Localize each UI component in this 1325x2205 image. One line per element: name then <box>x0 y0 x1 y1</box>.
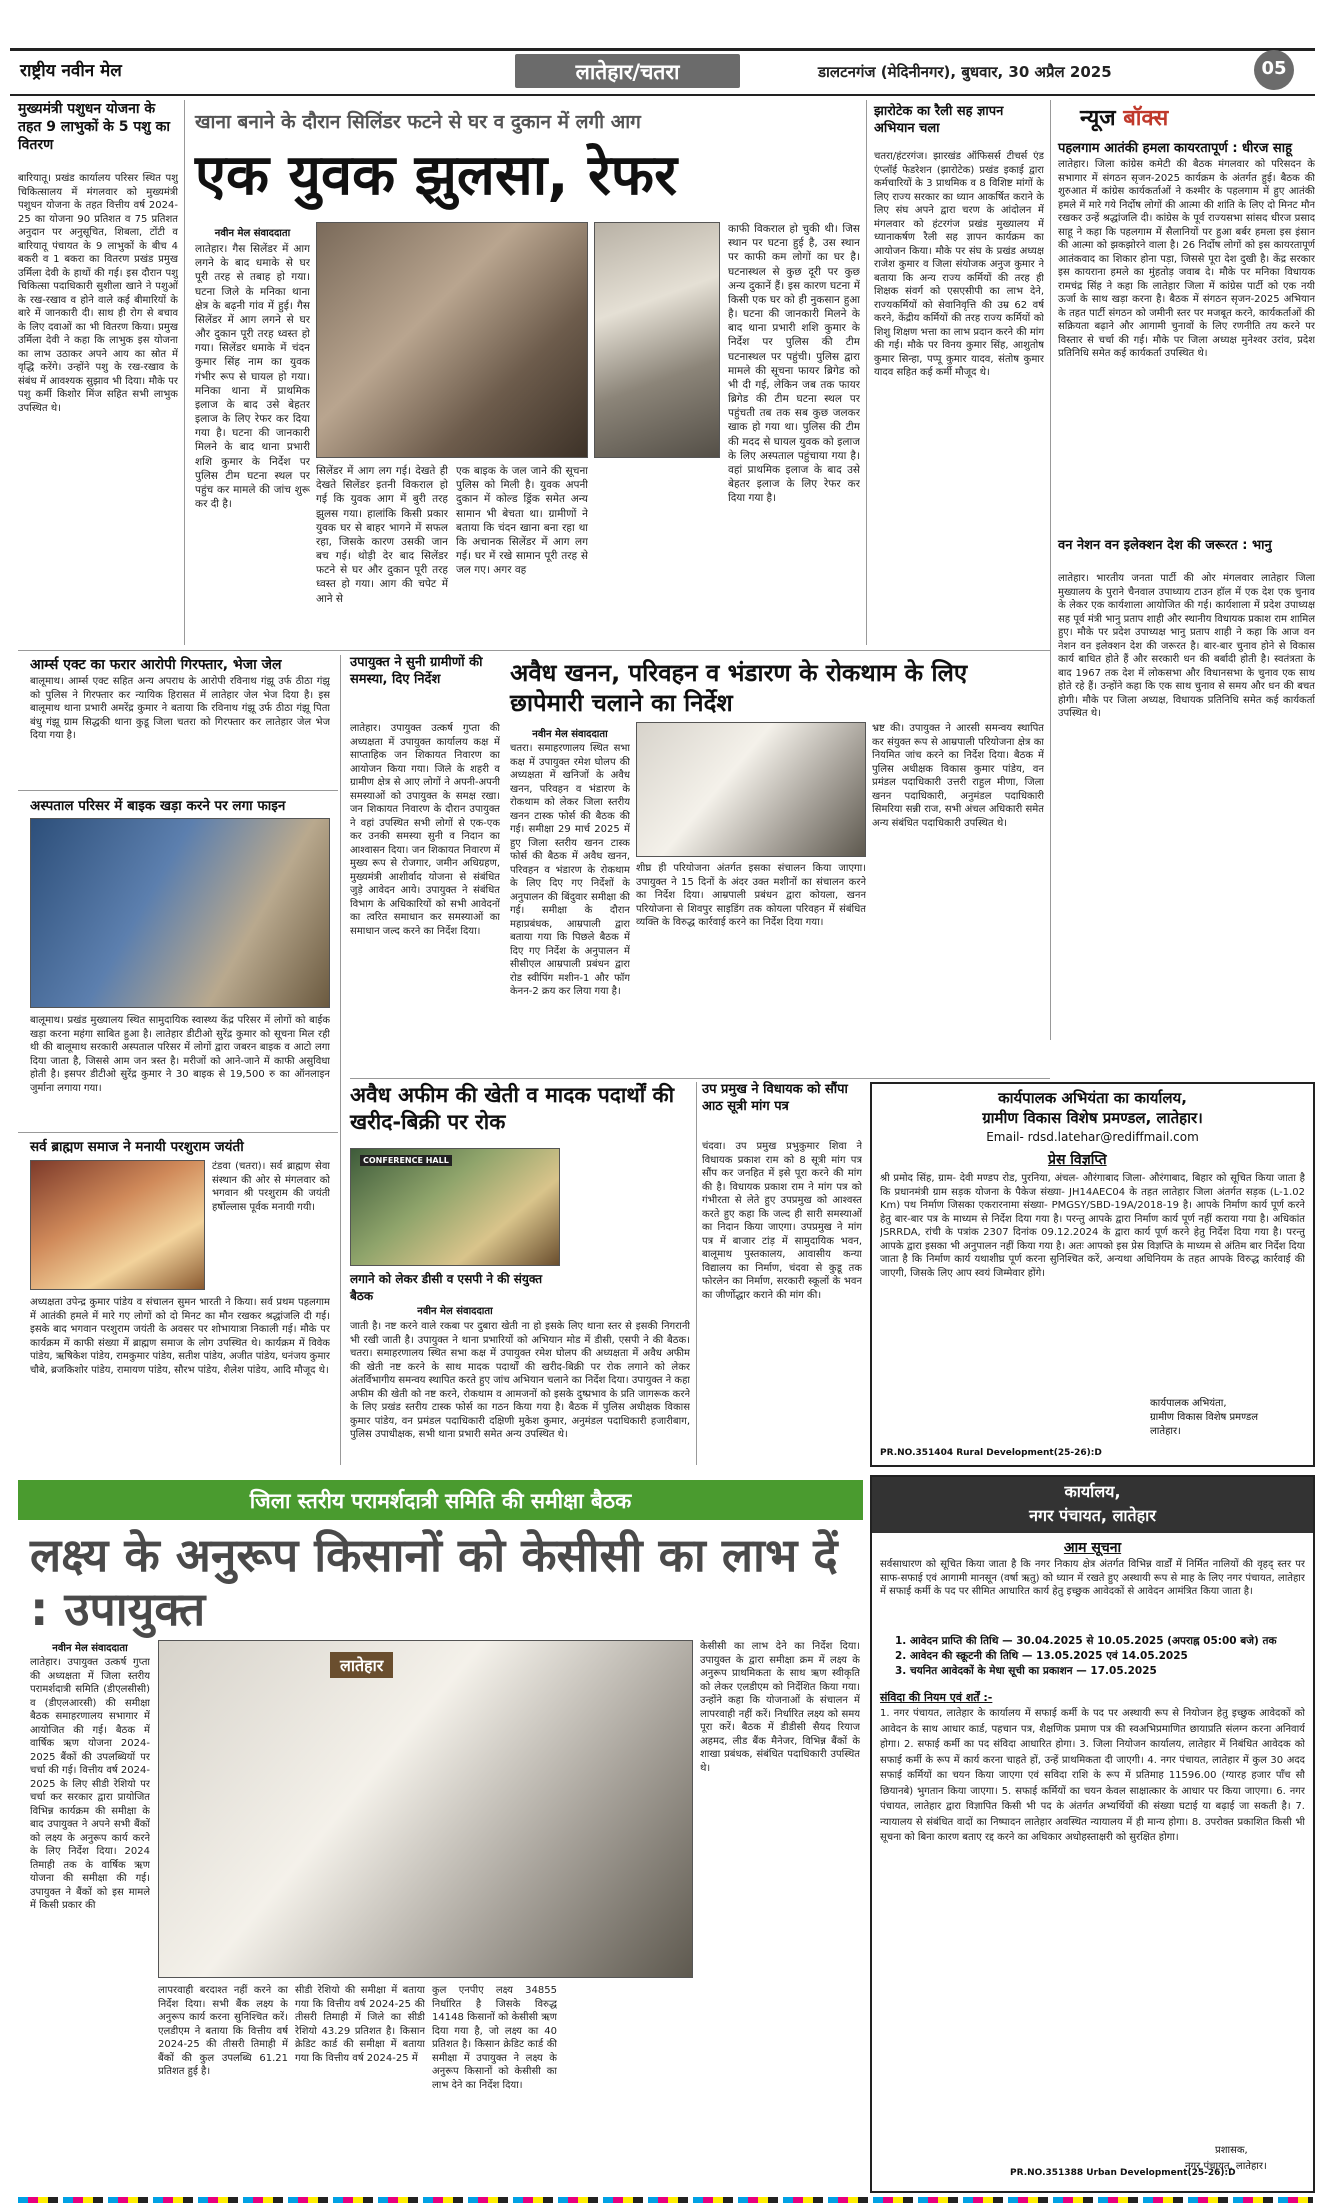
main-col1: लातेहार। गैस सिलेंडर में आग लगने के बाद धमाके से घर पूरी तरह से तबाह हो गया। घटना जिले के मनिका थाना क्षेत्र के बढ़नी गांव में हुई। गैस सिलेंडर में आग लगने से घर और दुकान पूरी तरह ध्वस्त हो गया। सिलेंडर धमाके में चंदन कुमार सिंह नाम का युवक गंभीर रूप से घायल हो गया। मनिका थाना में प्राथमिक इलाज के बाद उसे बेहतर इलाज के लिए रेफर कर दिया गया है। घटना की जानकारी मिलने के बाद थाना प्रभारी शशि कुमार के निर्देश पर पुलिस टीम घटना स्थल पर पहुंच कर मामले की जांच शुरू कर दी है। <box>195 243 310 511</box>
fish-story-headline: मुख्यमंत्री पशुधन योजना के तहत 9 लाभुकों के 5 पशु का वितरण <box>18 101 171 154</box>
main-col4-top <box>594 464 720 642</box>
notice2-title: आम सूचना <box>1063 1540 1122 1556</box>
brahmin-intro: टंडवा (चतरा)। सर्व ब्राह्मण सेवा संस्थान की ओर से मंगलवार को भगवान श्री परशुराम की जयंती हर्षोल्लास पूर्वक मनायी गयी। <box>212 1161 330 1213</box>
notice1-sign1: कार्यपालक अभियंता, <box>1150 1398 1227 1409</box>
hospital-headline: अस्पताल परिसर में बाइक खड़ा करने पर लगा फाइन <box>30 798 286 814</box>
notice2-dept: कार्यालय, <box>1064 1482 1121 1501</box>
notice2-list <box>895 1634 1305 1680</box>
news-box-title-1: न्यूज <box>1080 106 1116 131</box>
debris-photo <box>594 222 720 458</box>
arms-headline: आर्म्स एक्ट का फरार आरोपी गिरफ्तार, भेजा जेल <box>30 657 282 673</box>
notice1-sign2: ग्रामीण विकास विशेष प्रमण्डल <box>1150 1412 1259 1423</box>
news-box-item2-body: लातेहार। भारतीय जनता पार्टी की ओर मंगलवार लातेहार जिला मुख्यालय के पुराने चैनवाल उपाध्याय टाउन हॉल में एक देश एक चुनाव के लेकर एक कार्यशाला आयोजित की गई। कार्यशाला में प्रदेश उपाध्यक्ष सह पूर्व मंत्री भानु प्रताप शाही और स्थानीय विधायक प्रकाश राम शामिल हुए। मौके पर प्रदेश उपाध्यक्ष भानु प्रताप शाही ने कहा कि आज वन नेशन वन इलेक्शन देश की जरूरत है। बार-बार चुनाव होने से विकास कार्य बाधित होते हैं और सरकारी धन की बर्बादी होती है। स्वतंत्रता के बाद 1967 तक देश में लोकसभा और विधानसभा के चुनाव एक साथ होते रहे हैं। उन्होंने कहा कि एक साथ चुनाव से समय और धन की बचत होगी। मौके पर जिला अध्यक्ष, विधायक प्रतिनिधि समेत कई कार्यकर्ता उपस्थित थे। <box>1058 573 1315 719</box>
notice2-dept2: नगर पंचायत, लातेहार <box>1029 1506 1156 1525</box>
mining-body: चतरा। समाहरणालय स्थित सभा कक्ष में उपायुक्त रमेश घोलप की अध्यक्षता में खनिजों के अवैध खनन, परिवहन व भंडारण के रोकथाम को लेकर जिला स्तरीय खनन टास्क फोर्स की बैठक की गई। समीक्षा 29 मार्च 2025 में हुए जिला स्तरीय खनन टास्क फोर्स की बैठक में अवैध खनन, परिवहन व भंडारण के रोकथाम के लिए दिए गए निर्देशों के अनुपालन की बिंदुवार समीक्षा की गई। समीक्षा के दौरान महाप्रबंधक, आम्रपाली द्वारा बताया गया कि पिछले बैठक में दिए गए निर्देश के अनुपालन में सीसीएल आम्रपाली प्रबंधन द्वारा रोड स्वीपिंग मशीन-1 और फॉग केनन-2 क्रय कर लिया गया है। <box>510 743 630 997</box>
divider <box>340 655 341 1465</box>
main-kicker: खाना बनाने के दौरान सिलिंडर फटने से घर व दुकान में लगी आग <box>195 111 641 133</box>
kcc-body2: लापरवाही बरदाश्त नहीं करने का निर्देश दिया। सभी बैंक लक्ष्य के अनुरूप कार्य करना सुनिश्चित करें। एलडीएम ने बताया कि वित्तीय वर्ष 2024-25 की तीसरी तिमाही में बैंकों की कुल उपलब्धि 61.21 प्रतिशत हुई है। <box>158 1985 288 2077</box>
mining-body2: शीघ्र ही परियोजना अंतर्गत इसका संचालन किया जाएगा। उपायुक्त ने 15 दिनों के अंदर उक्त मशीनों का संचालन करने का निर्देश दिया। आम्रपाली प्रबंधन द्वारा कोयला, खनन परियोजना से शिवपुर साइडिंग तक कोयला परिवहन में संबंधित व्यक्ति के विरुद्ध कार्रवाई करने का निर्देश दिया गया। <box>636 863 866 928</box>
main-col2: सिलेंडर में आग लग गई। देखते ही देखते सिलेंडर इतनी विकराल हो गई कि युवक आग में बुरी तरह झुलस गया। हालांकि किसी प्रकार युवक घर से बाहर भागने में सफल रहा, जिसके कारण उसकी जान बच गई। थोड़ी देर बाद सिलेंडर फटने से घर और दुकान पूरी तरह ध्वस्त हो गया। आग की चपेट में आने से <box>316 465 448 605</box>
divider <box>350 1078 1050 1079</box>
notice1-email: Email- rdsd.latehar@rediffmail.com <box>986 1130 1199 1144</box>
kcc-body: लातेहार। उपायुक्त उत्कर्ष गुप्ता की अध्यक्षता में जिला स्तरीय परामर्शदात्री समिति (डीएलसीसी) व (डीएलआरसी) की समीक्षा बैठक समाहरणालय सभागार में आयोजित की गई। बैठक में वार्षिक ऋण योजना 2024-2025 बैंकों की उपलब्धियों पर चर्चा की गई। वित्तीय वर्ष 2024-2025 के लिए सीडी रेशियो पर चर्चा कर सरकार द्वारा प्रायोजित विभिन्न कार्यक्रम की समीक्षा के बाद उपायुक्त ने अपने सभी बैंकों को लक्ष्य के अनुरूप कार्य करने के लिए निर्देश दिया। 2024 तिमाही तक के वार्षिक ऋण योजना की समीक्षा की गई। उपायुक्त ने बैंकों को इस मामले में किसी प्रकार की <box>30 1657 150 1911</box>
conference-hall-label: CONFERENCE HALL <box>360 1155 452 1166</box>
jharkhand-body: चतरा/हंटरगंज। झारखंड ऑफिसर्स टीचर्स एंड एंप्लॉई फेडरेशन (झारोटेक) प्रखंड इकाई द्वारा कर्मचारियों के 3 प्राथमिक व 8 विशिष्ट मांगों के लिए राज्य सरकार का ध्यान आकर्षित कराने के लिए संघ अपने द्वारा चरण के आंदोलन में मंगलवार को हंटरगंज प्रखंड मुख्यालय में ध्यानाकर्षण रैली सह ज्ञापन कार्यक्रम का आयोजन किया। मौके पर संघ के प्रखंड अध्यक्ष राजेश कुमार व जिला संयोजक अनुज कुमार ने बताया कि अन्य राज्य कर्मियों की तरह ही शिक्षक संवर्ग को एसएसीपी का लाभ देने, राज्यकर्मियों को सेवानिवृत्ति की उम्र 62 वर्ष करने, केंद्रीय कर्मियों की तरह राज्य कर्मियों को शिशु शिक्षण भत्ता का लाभ प्रदान करने की मांग की गई। मौके पर विनय कुमार सिंह, आशुतोष कुमार सिन्हा, पप्पू कुमार यादव, संतोष कुमार यादव सहित कई कर्मी मौजूद थे। <box>874 151 1044 378</box>
notice2-sign2: नगर पंचायत, लातेहार। <box>1185 2161 1267 2172</box>
main-headline: एक युवक झुलसा, रेफर <box>195 143 678 208</box>
kcc-body3: सीडी रेशियो की समीक्षा में बताया गया कि वित्तीय वर्ष 2024-25 की तीसरी तिमाही में जिले का सीडी रेशियो 43.29 प्रतिशत है। किसान क्रेडिट कार्ड की समीक्षा में बताया गया कि वित्तीय वर्ष 2024-25 में <box>295 1985 425 2064</box>
masthead-rule <box>10 94 1315 96</box>
jharkhand-headline: झारोटेक का रैली सह ज्ञापन अभियान चला <box>874 104 1004 136</box>
hospital-body: बालूमाथ। प्रखंड मुख्यालय स्थित सामुदायिक स्वास्थ्य केंद्र परिसर में लोगों को बाईक खड़ा करना महंगा साबित हुआ है। लातेहार डीटीओ सुरेंद्र कुमार को सूचना मिल रही थी की बालूमाथ सरकारी अस्पताल परिसर में लोगों द्वारा जबरन बाइक व आटो लगा दिया जाता है, जिससे आम जन त्रस्त है। मरीजों को आने-जाने में काफी असुविधा होती है। इसपर डीटीओ सुरेंद्र कुमार ने 30 बाइक से 19,500 रु का ऑनलाइन जुर्माना लगाया गया। <box>30 1015 330 1094</box>
kcc-byline: नवीन मेल संवाददाता <box>52 1643 128 1654</box>
mla-body: चंदवा। उप प्रमुख प्रभुकुमार शिवा ने विधायक प्रकाश राम को 8 सूत्री मांग पत्र सौंप कर जनहित में इसे पूरा करने की मांग की है। विधायक प्रकाश राम ने मांग पत्र को गंभीरता से लेते हुए उपप्रमुख को आश्वस्त करते हुए कहा कि जल्द ही सारी समस्याओं का निदान किया जाएगा। उपप्रमुख ने मांग पत्र में बाजार टांड़ में सामुदायिक भवन, बालूमाथ पुस्तकालय, आवासीय कन्या विद्यालय का निर्माण, चंदवा से कुडू तक फोरलेन का निर्माण, सरकारी स्कूलों के भवन का जीर्णोद्धार कराने की मांग की। <box>702 1141 862 1301</box>
notice1-dept2: ग्रामीण विकास विशेष प्रमण्डल, लातेहार। <box>982 1109 1203 1127</box>
divider <box>18 650 1050 651</box>
arms-body: बालूमाथ। आर्म्स एक्ट सहित अन्य अपराध के आरोपी रविनाथ गंझू उर्फ ठीठा गंझू को पुलिस ने गिरफ्तार कर न्यायिक हिरासत में लातेहार जेल भेज दिया है। इस बालूमाथ थाना प्रभारी अमरेंद्र कुमार ने बताया कि रविनाथ गंझू उर्फ ठीठा गंझू पिता बंधु गंझू ग्राम सिद्धकी थाना कुडू जिला चतरा को गिरफ्तार कर लातेहार जेल भेज दिया गया है। <box>30 676 330 741</box>
divider <box>1050 100 1051 1040</box>
mining-byline: नवीन मेल संवाददाता <box>532 729 608 740</box>
notice2-list-item: 1. आवेदन प्राप्ति की तिथि — 30.04.2025 से 10.05.2025 (अपराह्न 05:00 बजे) तक <box>895 1635 1277 1647</box>
divider <box>18 1132 338 1133</box>
opium-body: जाती है। नष्ट करने वाले रकबा पर दुबारा खेती ना हो इसके लिए थाना स्तर से इसकी निगरानी भी रखी जाती है। उपायुक्त ने थाना प्रभारियों को अभियान मोड में डीसी, एसपी ने की बैठक। चतरा। समाहरणालय स्थित सभा कक्ष में उपायुक्त रमेश घोलप की अध्यक्षता में अवैध अफीम की खेती नष्ट करने के साथ मादक पदार्थों की खरीद-बिक्री पर रोक लगाने को लेकर अंतर्विभागीय समन्वय स्थापित करते हुए जांच अभियान चलाने का निर्देश दिया। उपायुक्त ने कहा अफीम की खेती को नष्ट करने, रोकथाम व आमजनों को इसके दुष्प्रभाव के प्रति जागरूक करने के लिए प्रखंड स्तरीय टास्क फोर्स का गठन किया गया है। बैठक में पुलिस अधीक्षक विकास कुमार पांडेय, वन प्रमंडल पदाधिकारी दक्षिणी मुकेश कुमार, अनुमंडल पदाधिकारी हजारीबाग, पुलिस उपाधीक्षक, सभी थाना प्रभारी समेत अन्य उपस्थित थे। <box>350 1321 690 1440</box>
dc-body: लातेहार। उपायुक्त उत्कर्ष गुप्ता की अध्यक्षता में उपायुक्त कार्यालय कक्ष में साप्ताहिक जन शिकायत निवारण का आयोजन किया गया। जिले के शहरी व ग्रामीण क्षेत्र से आए लोगों ने अपनी-अपनी समस्याओं को उपायुक्त के समक्ष रखा। जन शिकायत निवारण के दौरान उपायुक्त ने वहां उपस्थित सभी लोगों से एक-एक कर उनकी समस्या सुनी व निदान का आश्वासन दिया। जन शिकायत निवारण में मुख्य रूप से रोजगार, जमीन अधिग्रहण, मुख्यमंत्री आशीर्वाद योजना से संबंधित जुड़े आवेदन आये। उपायुक्त ने संबंधित विभाग के अधिकारियों को सभी आवेदनों का त्वरित समाधान कर समस्याओं का समाधान जल्द करने का निर्देश दिया। <box>350 723 500 937</box>
notice1-dept: कार्यपालक अभियंता का कार्यालय, <box>998 1089 1187 1107</box>
divider <box>184 100 185 645</box>
kcc-photo <box>158 1640 693 1978</box>
mining-photo <box>636 722 866 857</box>
kcc-photo-label: लातेहार <box>330 1652 393 1678</box>
notice2-intro: सर्वसाधारण को सूचित किया जाता है कि नगर निकाय क्षेत्र अंतर्गत विभिन्न वार्डों में निर्मित नालियों की वृहद् स्तर पर साफ-सफाई एवं आगामी मानसून (वर्षा ऋतु) को ध्यान में रखते हुए अस्थायी रूप से माह के लिए नगर पंचायत, लातेहार में सफाई कर्मी के पद पर सीमित आधारित कार्य हेतु इच्छुक आवेदकों से आवेदन आमंत्रित किया जाता है। <box>880 1559 1305 1597</box>
paper-name: राष्ट्रीय नवीन मेल <box>20 61 122 81</box>
news-box-title <box>1080 102 1168 132</box>
news-box-item2-headline: वन नेशन वन इलेक्शन देश की जरूरत : भानु <box>1058 538 1272 553</box>
divider <box>696 1082 697 1465</box>
notice2-terms: 1. नगर पंचायत, लातेहार के कार्यालय में सफाई कर्मी के पद पर अस्थायी रूप से नियोजन हेतु इच्छुक आवेदकों को आवेदन के साथ आधार कार्ड, पहचान पत्र, शैक्षणिक प्रमाण पत्र की स्वअभिप्रमाणित छायाप्रति संलग्न करना अनिवार्य होगा। 2. सफाई कर्मी का पद संविदा आधारित होगा। 3. जिला नियोजन कार्यालय, लातेहार में निबंधित आवेदक को सफाई कर्मी के रूप में कार्य करना चाहते हों, उन्हें प्राथमिकता दी जाएगी। 4. नगर पंचायत, लातेहार में कुल 30 अदद सफाई कर्मियों का चयन किया जाएगा एवं सविदा राशि के रूप में प्रतिमाह 11596.00 (ग्यारह हजार पाँच सौ छियानबे) भुगतान किया जाएगा। 5. सफाई कर्मियों का चयन केवल साक्षात्कार के आधार पर किया जाएगा। 6. नगर पंचायत, लातेहार द्वारा विज्ञापित किसी भी पद के अंतर्गत अभ्यर्थियों की संख्या घटाई या बढ़ाई जा सकती है। 7. न्यायालय से संबंधित वादों का निष्पादन लातेहार अवस्थित न्यायालय में ही मान्य होगा। 8. उपरोक्त प्रकाशित किसी भी सूचना को बिना कारण बताए रद्द करने का अधिकार अधोहस्ताक्षरी को सुरक्षित होगा। <box>880 1708 1305 1843</box>
section-name: लातेहार/चतरा <box>575 60 680 84</box>
dc-headline: उपायुक्त ने सुनी ग्रामीणों की समस्या, दिए निर्देश <box>350 655 483 687</box>
mla-headline: उप प्रमुख ने विधायक को सौंपा आठ सूत्री मांग पत्र <box>702 1082 848 1114</box>
main-col3: एक बाइक के जल जाने की सूचना पुलिस को मिली है। युवक अपनी दुकान में कोल्ड ड्रिंक समेत अन्य सामान भी बेचता था। ग्रामीणों ने बताया कि चंदन खाना बना रहा था कि अचानक सिलेंडर में आग लग गई। घर में रखे सामान पूरी तरह से जल गए। अगर वह <box>456 465 588 577</box>
notice1-sign3: लातेहार। <box>1150 1426 1181 1437</box>
mining-body3: भ्रष्ट की। उपायुक्त ने आरसी समन्वय स्थापित कर संयुक्त रूप से आम्रपाली परियोजना क्षेत्र का नियमित जांच करने का निर्देश दिया। बैठक में पुलिस अधीक्षक विकास कुमार पांडेय, वन प्रमंडल पदाधिकारी उत्तरी राहुल मीणा, जिला खनन पदाधिकारी, अनुमंडल पदाधिकारी सिमरिया सन्नी राज, सभी अंचल अधिकारी समेत अन्य संबंधित पदाधिकारी उपस्थित थे। <box>872 723 1044 829</box>
masthead <box>10 48 1315 51</box>
notice2-pr: PR.NO.351388 Urban Development(25-26):D <box>1010 2168 1236 2178</box>
mining-headline: अवैध खनन, परिवहन व भंडारण के रोकथाम के लिए छापेमारी चलाने का निर्देश <box>510 659 968 717</box>
brahmin-body: अध्यक्षता उपेन्द्र कुमार पांडेय व संचालन सुमन भारती ने किया। सर्व प्रथम पहलगाम में आतंकी हमले में मारे गए लोगों को दो मिनट का मौन रखकर श्रद्धांजलि दी गई। इसके बाद भगवान परशुराम जयंती के अवसर पर शोभायात्रा निकाली गई। मौके पर कार्यक्रम में काफी संख्या में ब्राह्मण समाज के लोग उपस्थित थे। कार्यक्रम में विवेक पांडेय, ऋषिकेश पांडेय, रामकुमार पांडेय, सतीश पांडेय, अजीत पांडेय, धनंजय कुमार चौबे, ब्रजकिशोर पांडेय, रामायण पांडेय, सौरभ पांडेय, शैलेश पांडेय, आदि मौजूद थे। <box>30 1297 330 1376</box>
news-box-item1-headline: पहलगाम आतंकी हमला कायरतापूर्ण : धीरज साहू <box>1058 141 1292 156</box>
fire-photo <box>316 222 588 458</box>
divider <box>866 100 867 645</box>
brahmin-photo <box>30 1160 205 1290</box>
bikes-photo <box>30 818 330 1008</box>
fish-story-body: बारियातू। प्रखंड कार्यालय परिसर स्थित पशु चिकित्सालय में मंगलवार को मुख्यमंत्री पशुधन योजना के तहत वित्तीय वर्ष 2024-25 का योजना 90 प्रतिशत व 75 प्रतिशत अनुदान पर अनुसूचित, शिबला, टोंटी व बारियातू पंचायत के 9 लाभुकों के बीच 4 बकरी व 1 बकरा का वितरण प्रखंड प्रमुख उर्मिला देवी के हाथों की गई। इस दौरान पशु चिकित्सा पदाधिकारी सुशीला खाने ने पशुओं के रख-रखाव व होने वाले कई बीमारियों के बारे में जानकारी दी। साथ ही रोग से बचाव के लिए दवाओं का भी वितरण किया। प्रमुख उर्मिला देवी ने कहा कि लाभुक इस योजना का लाभ उठाकर अपने आय का स्रोत में वृद्धि करेंगे। उन्होंने पशु के रख-रखाव के संबंध में आवश्यक सुझाव भी दिया। मौके पर पशु कर्मी किशोर मिंज सहित सभी लाभुक उपस्थित थे। <box>18 173 178 414</box>
notice1-pr: PR.NO.351404 Rural Development(25-26):D <box>880 1448 1102 1458</box>
notice2-sign: प्रशासक, <box>1215 2145 1248 2156</box>
opium-body-cont <box>566 1148 690 1318</box>
notice2-list-item: 3. चयनित आवेदकों के मेधा सूची का प्रकाशन — 17.05.2025 <box>895 1665 1157 1678</box>
notice2-terms-title: संविदा की नियम एवं शर्तें :- <box>880 1691 993 1704</box>
news-box-item1-body: लातेहार। जिला कांग्रेस कमेटी की बैठक मंगलवार को परिसदन के सभागार में संगठन सृजन-2025 कार्यक्रम के अंतर्गत हुई। बैठक की शुरुआत में कांग्रेस कार्यकर्ताओं ने कश्मीर के पहलगाम में हुए आतंकी हमले में मारे गये निर्दोष लोगों की आत्मा की शांति के लिए दो मिनट मौन रखकर उन्हें श्रद्धांजलि दी। कांग्रेस के पूर्व राज्यसभा सांसद धीरज प्रसाद साहू ने कहा कि पहलगाम में सैलानियों पर हुआ बर्बर हमला इस इंसान की आत्मा को झकझोरने वाला है। 26 निर्दोष लोगों को इस कायरतापूर्ण आतंकवाद का शिकार होना पड़ा, जिससे पूरा देश दुखी है। केंद्र सरकार इस कायराना हमले का मुंहतोड़ जवाब दे। मौके पर मनिका विधायक रामचंद्र सिंह ने कहा कि लातेहार जिला में कांग्रेस पार्टी को एक नयी ऊर्जा के साथ खड़ा करना है। बैठक में संगठन सृजन-2025 अभियान के तहत पार्टी संगठन को जमीनी स्तर पर मजबूत करने, कार्यकर्ताओं की सक्रियता बढ़ाने और आगामी चुनावों के लिए रणनीति तय करने पर विस्तार से चर्चा की गई। मौके पर जिला अध्यक्ष मुनेश्वर उरांव, प्रदेश प्रतिनिधि समेत कई कार्यकर्ता उपस्थित थे। <box>1058 159 1315 359</box>
kcc-headline: लक्ष्य के अनुरूप किसानों को केसीसी का लाभ दें : उपायुक्त <box>30 1528 838 1637</box>
brahmin-headline: सर्व ब्राह्मण समाज ने मनायी परशुराम जयंती <box>30 1139 244 1155</box>
kcc-body4: कुल एनपीए लक्ष्य 34855 निर्धारित है जिसके विरुद्ध 14148 किसानों को केसीसी ऋण दिया गया है, जो लक्ष्य का 40 प्रतिशत है। किसान क्रेडिट कार्ड की समीक्षा में उपायुक्त ने लक्ष्य के अनुरूप किसानों को केसीसी का लाभ देने का निर्देश दिया। <box>432 1985 557 2091</box>
news-box-title-2: बॉक्स <box>1123 106 1169 131</box>
opium-sub: लगाने को लेकर डीसी व एसपी ने की संयुक्त बैठक <box>350 1272 543 1303</box>
kcc-body5: केसीसी का लाभ देने का निर्देश दिया। उपायुक्त के द्वारा समीक्षा क्रम में लक्ष्य के अनुरूप प्राथमिकता के साथ ऋण स्वीकृति को लेकर एलडीएम को निर्देशित किया गया। उन्होंने कहा कि योजनाओं के संचालन में लापरवाही नहीं करें। निर्धारित लक्ष्य को समय पूरा करें। बैठक में डीडीसी सैयद रियाज अहमद, लीड बैंक मैनेजर, विभिन्न बैंकों के शाखा प्रबंधक, संबंधित पदाधिकारी उपस्थित थे। <box>700 1641 860 1774</box>
page-number-text: 05 <box>1261 58 1287 79</box>
opium-byline: नवीन मेल संवाददाता <box>417 1306 493 1317</box>
notice2-list-item: 2. आवेदन की स्क्रूटनी की तिथि — 13.05.2025 एवं 14.05.2025 <box>895 1650 1188 1663</box>
main-byline: नवीन मेल संवाददाता <box>214 228 291 239</box>
divider <box>18 790 338 791</box>
opium-headline: अवैध अफीम की खेती व मादक पदार्थों की खरीद-बिक्री पर रोक <box>350 1083 675 1135</box>
main-col4: काफी विकराल हो चुकी थी। जिस स्थान पर घटना हुई है, उस स्थान पर काफी कम लोगों का घर है। घटनास्थल से कुछ दूरी पर कुछ अन्य दुकानें हैं। इस कारण घटना में किसी एक घर को ही नुकसान हुआ है। घटना की जानकारी मिलने के बाद थाना प्रभारी शशि कुमार के निर्देश पर पुलिस की टीम घटनास्थल पर पहुंची। पुलिस द्वारा मामले की सूचना फायर ब्रिगेड को भी दी गई, लेकिन जब तक फायर ब्रिगेड की टीम घटना स्थल पर पहुंचती तब तक सब कुछ जलकर खाक हो गया था। पुलिस की टीम की मदद से घायल युवक को इलाज के लिए अस्पताल पहुंचाया गया है। वहां प्राथमिक इलाज के बाद उसे बेहतर इलाज के लिए रेफर कर दिया गया है। <box>728 223 860 505</box>
dateline: डालटनगंज (मेदिनीनगर), बुधवार, 30 अप्रैल 2025 <box>818 63 1112 81</box>
kcc-banner: जिला स्तरीय परामर्शदात्री समिति की समीक्षा बैठक <box>249 1489 632 1513</box>
notice1-body: श्री प्रमोद सिंह, ग्राम- देवी मण्डप रोड, पुरनिया, अंचल- औरंगाबाद जिला- औरंगाबाद, बिहार को सूचित किया जाता है कि प्रधानमंत्री ग्राम सड़क योजना के पैकेज संख्या- JH14AEC04 के तहत लातेहार जिला अंतर्गत सड़क (L-1.02 Km) पथ निर्माण जिसका एकरारनामा संख्या- PMGSY/SBD-19A/2018-19 है। आपके निर्माण कार्य पूर्ण करने हेतु बार-बार पत्र के माध्यम से निर्देश दिया गया है। परन्तु आपके द्वारा निर्माण कार्य पूर्ण नहीं कराया गया है। अधिकांत JSRRDA, रांची के पत्रांक 2307 दिनांक 09.12.2024 के द्वारा कार्य पूर्ण करने हेतु निर्देश दिया गया है। परन्तु आपके द्वारा इसका भी अनुपालन नहीं किया गया है। अतः आपको इस प्रेस विज्ञप्ति के माध्यम से अंतिम बार निर्देश दिया जाता है कि निर्माण कार्य यथाशीघ्र पूर्ण करना सुनिश्चित करें, अन्यथा अधिनियम के तहत आपके विरुद्ध कार्रवाई की जाएगी, जिसके लिए आप स्वयं जिम्मेवार होंगे। <box>880 1173 1305 1279</box>
notice1-title: प्रेस विज्ञप्ति <box>1048 1152 1107 1168</box>
color-registration-bar <box>18 2197 1313 2203</box>
